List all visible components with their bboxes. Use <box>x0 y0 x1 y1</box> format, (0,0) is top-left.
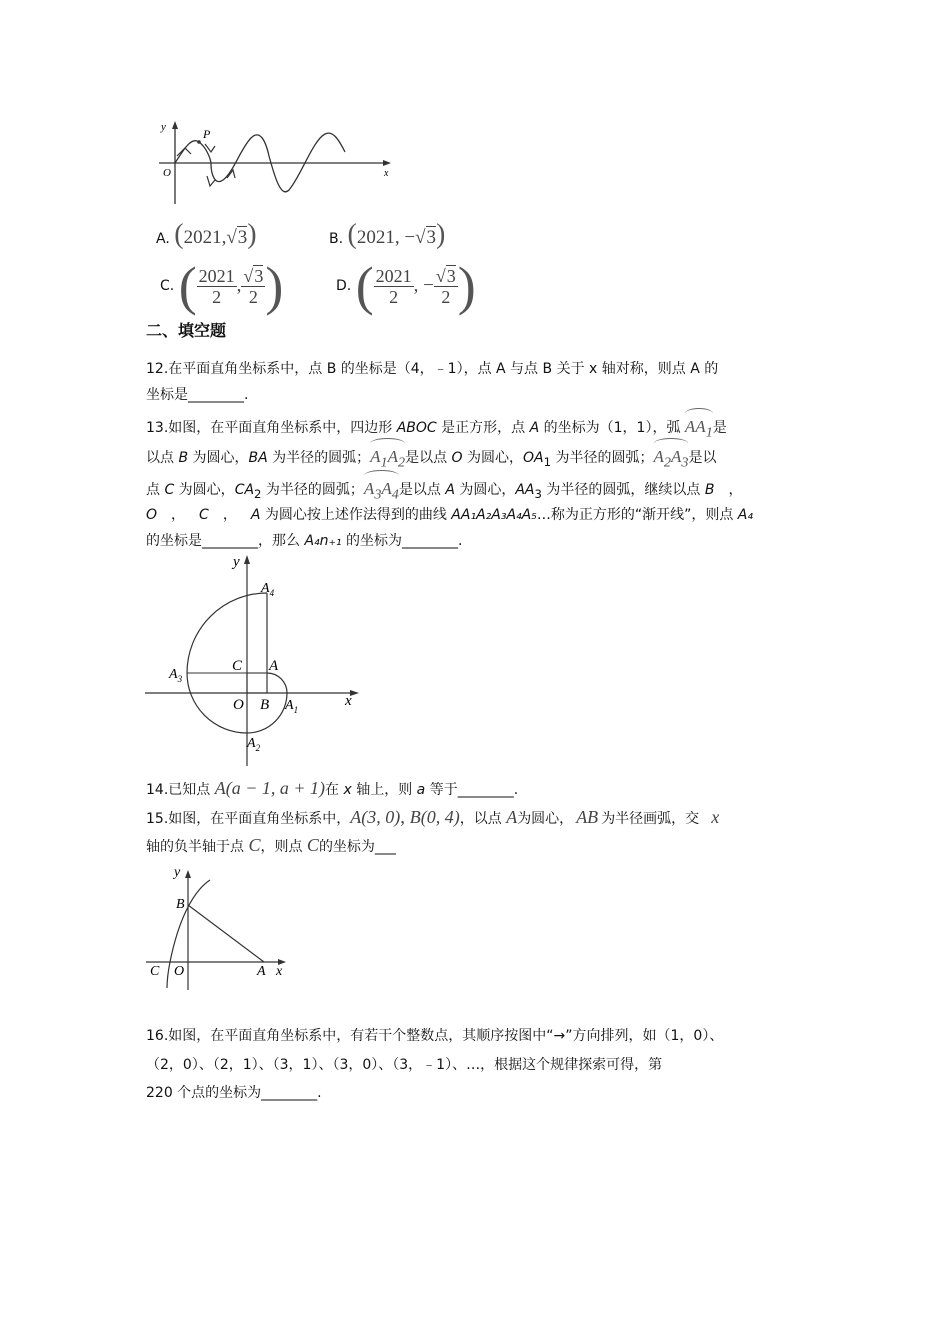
arc-aa1: $AA_1$ <box>685 410 713 445</box>
section-title: 二、填空题 <box>146 321 227 340</box>
option-a-label: A. <box>156 231 170 247</box>
label-b: B <box>176 897 185 912</box>
label-c: C <box>150 964 160 979</box>
q13-line3: 点 C 为圆心，$CA_2$ 为半径的圆弧；$A_3A_4$是以点 A 为圆心，$AA_3$ 为半径的圆弧，继续以点 B ， <box>146 472 816 507</box>
option-c: C. ( $\frac{2021}{2}$ , $\frac{√3}{2}$ ) <box>160 256 284 316</box>
path-arrows-icon <box>177 148 191 156</box>
option-b-y: 3 <box>426 227 436 248</box>
x-axis-arrow-icon <box>383 160 391 166</box>
label-p: P <box>203 127 211 141</box>
q15-line1: 15.如图，在平面直角坐标系中，A(3, 0), B(0, 4)，以点 A为圆心， AB 为半径画弧，交 x <box>146 807 720 828</box>
option-d-xd: 2 <box>389 286 399 307</box>
label-y: y <box>161 121 166 133</box>
label-a3: $A_3$ <box>169 667 183 684</box>
y-axis-arrow-icon <box>185 870 191 878</box>
label-o: O <box>174 964 185 979</box>
option-b-sign: − <box>404 227 416 248</box>
option-c-yn: 3 <box>254 265 264 286</box>
q12-line1: 12.在平面直角坐标系中，点 B 的坐标是（4，﹣1），点 A 与点 B 关于 x 轴对称，则点 A 的 <box>146 361 719 377</box>
label-x: x <box>384 168 389 179</box>
label-a: A <box>269 658 279 674</box>
q13-figure <box>143 552 363 772</box>
q16-line3: 220 个点的坐标为________. <box>146 1085 322 1101</box>
q13-line1: 13.如图，在平面直角坐标系中，四边形 ABOC 是正方形，点 A 的坐标为（1，1），弧 $AA_1$是 <box>146 410 816 445</box>
q11-figure <box>155 118 395 208</box>
option-b-x: 2021 <box>356 227 395 248</box>
option-d-sign: − <box>423 275 434 296</box>
q15-line2: 轴的负半轴于点 C，则点 C的坐标为___ <box>146 835 396 855</box>
label-a1: $A_1$ <box>285 698 299 715</box>
q13-line4: O ， C ， A 为圆心按上述作法得到的曲线 AA₁A₂A₃A₄A₅…称为正方形的“渐开线”，则点 A₄ <box>146 507 753 523</box>
option-a: A. (2021,√3) <box>156 219 257 250</box>
label-a2: $A_2$ <box>247 736 261 753</box>
arc-a2a3: $A_2A_3$ <box>654 440 689 475</box>
option-d: D. ( $\frac{2021}{2}$ , − $\frac{√3}{2}$ ) <box>336 256 476 316</box>
label-x: x <box>276 964 283 979</box>
label-o: O <box>233 697 244 713</box>
q13-line2: 以点 B 为圆心，BA 为半径的圆弧；$A_1A_2$是以点 O 为圆心，$OA_1$ 为半径的圆弧；$A_2A_3$是以 <box>146 440 816 475</box>
label-y: y <box>174 865 181 880</box>
q15-figure <box>144 862 294 992</box>
option-c-label: C. <box>160 278 175 294</box>
label-a4: $A_4$ <box>261 581 275 598</box>
option-b-label: B. <box>329 231 344 247</box>
q15-point-b: B(0, 4) <box>409 807 460 827</box>
segment-ab <box>188 905 264 962</box>
q14-point: A(a − 1, a + 1) <box>214 778 325 798</box>
label-x: x <box>345 693 352 709</box>
option-a-y: 3 <box>237 227 248 248</box>
arc-a-a1 <box>267 673 287 693</box>
q12-line2: 坐标是________. <box>146 387 249 403</box>
label-b: B <box>260 697 270 713</box>
square-aboc <box>247 673 267 693</box>
arc-a3a4: $A_3A_4$ <box>364 472 399 507</box>
q16-line2: （2，0）、（2，1）、（3，1）、（3，0）、（3，﹣1）、…，根据这个规律探索可得，第 <box>146 1057 663 1073</box>
q13-line5: 的坐标是________，那么 A₄n₊₁ 的坐标为________. <box>146 533 463 549</box>
option-d-xn: 2021 <box>375 265 412 286</box>
option-d-label: D. <box>336 278 352 294</box>
arc-a1a2: $A_1A_2$ <box>370 440 405 475</box>
option-a-x: 2021 <box>183 227 222 248</box>
q16-line1: 16.如图，在平面直角坐标系中，有若干个整数点，其顺序按图中“→”方向排列，如（1，0）、 <box>146 1028 724 1044</box>
option-b: B. (2021, −√3) <box>329 219 446 250</box>
option-c-xd: 2 <box>212 286 222 307</box>
option-d-yn: 3 <box>446 265 456 286</box>
arc-a3-a4 <box>187 593 267 673</box>
label-a: A <box>257 964 266 979</box>
label-y: y <box>233 554 240 570</box>
y-axis-arrow-icon <box>244 555 250 564</box>
option-c-yd: 2 <box>248 286 258 307</box>
label-c: C <box>232 658 243 674</box>
point-p <box>197 140 201 144</box>
option-d-yd: 2 <box>441 286 451 307</box>
q14-line: 14.已知点 A(a − 1, a + 1)在 x 轴上，则 a 等于________. <box>146 778 519 798</box>
q15-point-a: A(3, 0) <box>350 807 401 827</box>
label-o: O <box>163 167 171 179</box>
y-axis-arrow-icon <box>172 121 178 129</box>
option-c-xn: 2021 <box>198 265 235 286</box>
